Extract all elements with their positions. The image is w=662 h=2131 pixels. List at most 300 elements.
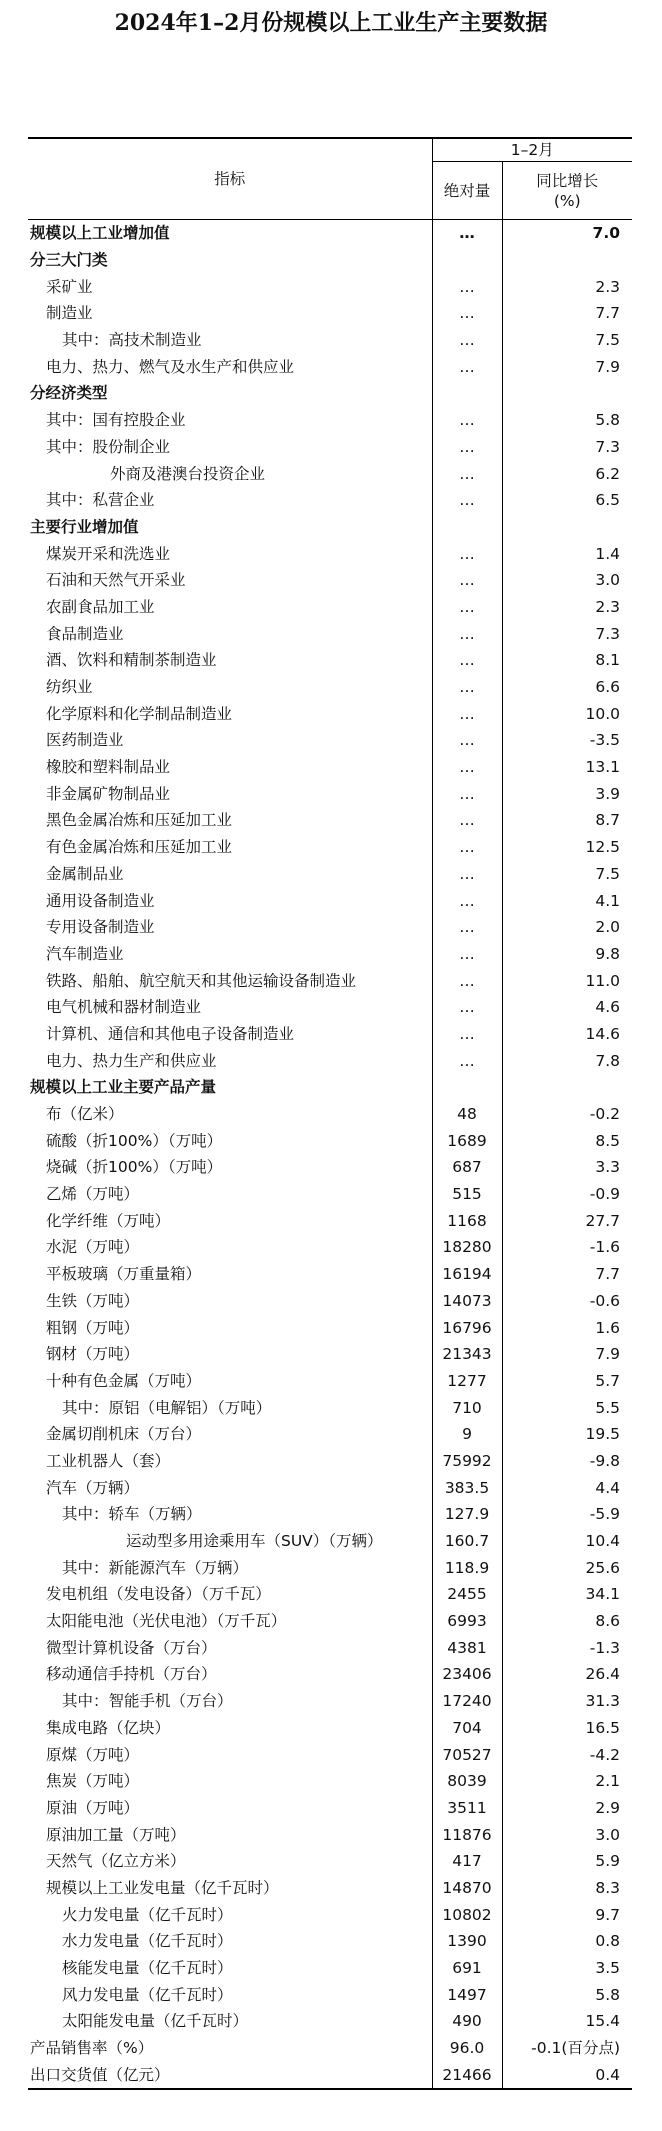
table-row (28, 1341, 632, 1368)
row-yoy-value: 7.9 (595, 1345, 621, 1364)
table-row (28, 834, 632, 861)
table-row (28, 594, 632, 621)
row-indicator-label: 其中：高技术制造业 (62, 331, 202, 350)
table-row (28, 220, 632, 247)
table-row (28, 487, 632, 514)
table-row (28, 1154, 632, 1181)
row-indicator-cell (28, 1955, 432, 1982)
row-indicator-cell (28, 460, 432, 487)
table-row (28, 1608, 632, 1635)
table-row (28, 1581, 632, 1608)
row-yoy-value: 7.8 (595, 1051, 621, 1070)
row-yoy-value (502, 514, 632, 541)
row-indicator-cell (28, 1021, 432, 1048)
row-yoy-value: 7.3 (595, 437, 621, 456)
row-yoy-value: 4.1 (595, 891, 621, 910)
row-indicator-cell (28, 1848, 432, 1875)
row-indicator-label: 非金属矿物制品业 (46, 784, 171, 803)
row-indicator-cell (28, 1421, 432, 1448)
row-indicator-label: 黑色金属冶炼和压延加工业 (46, 811, 233, 830)
row-absolute-value: 490 (432, 2008, 502, 2035)
row-absolute-value: … (432, 353, 502, 380)
row-absolute-value: 18280 (432, 1234, 502, 1261)
table-row (28, 567, 632, 594)
row-indicator-label: 计算机、通信和其他电子设备制造业 (46, 1024, 295, 1043)
row-indicator-cell (28, 674, 432, 701)
row-absolute-value: 1390 (432, 1928, 502, 1955)
row-yoy-value: 4.4 (595, 1478, 621, 1497)
table-row (28, 273, 632, 300)
row-indicator-label: 规模以上工业主要产品产量 (30, 1078, 217, 1097)
row-indicator-label: 制造业 (46, 304, 93, 323)
table-row (28, 861, 632, 888)
row-yoy-value: -1.6 (589, 1238, 621, 1257)
row-yoy-value: 7.5 (595, 864, 621, 883)
row-indicator-cell (28, 273, 432, 300)
row-indicator-cell (28, 1634, 432, 1661)
row-yoy-value: 2.9 (595, 1798, 621, 1817)
row-absolute-value: 417 (432, 1848, 502, 1875)
row-absolute-value: 23406 (432, 1661, 502, 1688)
table-row (28, 1955, 632, 1982)
row-indicator-cell (28, 514, 432, 541)
table-row (28, 1821, 632, 1848)
row-absolute-value: … (432, 1021, 502, 1048)
row-absolute-value: … (432, 674, 502, 701)
row-indicator-cell (28, 540, 432, 567)
row-yoy-value: 19.5 (585, 1425, 621, 1444)
row-indicator-cell (28, 754, 432, 781)
row-indicator-cell (28, 2061, 432, 2089)
row-absolute-value: … (432, 780, 502, 807)
row-indicator-label: 化学原料和化学制品制造业 (46, 704, 233, 723)
row-yoy-value: 3.5 (595, 1959, 621, 1978)
row-absolute-value: … (432, 594, 502, 621)
row-absolute-value: … (432, 1047, 502, 1074)
row-yoy-value: 10.4 (585, 1532, 621, 1551)
row-absolute-value: 1497 (432, 1981, 502, 2008)
row-indicator-label: 工业机器人（套） (46, 1451, 171, 1470)
table-row (28, 1554, 632, 1581)
row-yoy-value: 7.7 (595, 304, 621, 323)
row-indicator-cell (28, 1875, 432, 1902)
row-indicator-label: 钢材（万吨） (46, 1345, 140, 1364)
table-row (28, 700, 632, 727)
table-row (28, 967, 632, 994)
row-indicator-cell (28, 2008, 432, 2035)
row-absolute-value: … (432, 807, 502, 834)
row-indicator-label: 汽车（万辆） (46, 1478, 140, 1497)
row-indicator-label: 其中：轿车（万辆） (62, 1505, 202, 1524)
table-row (28, 914, 632, 941)
row-indicator-cell (28, 620, 432, 647)
row-yoy-value: 1.6 (595, 1318, 621, 1337)
row-indicator-cell (28, 1795, 432, 1822)
row-indicator-cell (28, 1047, 432, 1074)
row-indicator-label: 乙烯（万吨） (46, 1185, 140, 1204)
row-absolute-value: … (432, 754, 502, 781)
row-yoy-value: 11.0 (585, 971, 621, 990)
row-absolute-value: 9 (432, 1421, 502, 1448)
row-indicator-cell (28, 594, 432, 621)
row-indicator-label: 采矿业 (46, 277, 93, 296)
row-absolute-value: … (432, 834, 502, 861)
row-yoy-value: -0.2 (589, 1105, 621, 1124)
row-absolute-value: 21343 (432, 1341, 502, 1368)
row-absolute-value: 687 (432, 1154, 502, 1181)
header-yoy-label: 同比增长 (536, 171, 599, 190)
row-indicator-label: 电力、热力生产和供应业 (46, 1051, 217, 1070)
table-row (28, 353, 632, 380)
row-indicator-cell (28, 1261, 432, 1288)
row-indicator-cell (28, 1314, 432, 1341)
row-yoy-value: 3.3 (595, 1158, 621, 1177)
table-row (28, 1421, 632, 1448)
row-absolute-value: … (432, 727, 502, 754)
table-row (28, 514, 632, 541)
row-yoy-value: 25.6 (585, 1558, 621, 1577)
table-row (28, 1207, 632, 1234)
row-yoy-value: 12.5 (585, 838, 621, 857)
header-period: 1–2月 (432, 138, 632, 162)
row-yoy-value: 5.8 (595, 1985, 621, 2004)
row-indicator-label: 硫酸（折100%）（万吨） (46, 1131, 223, 1150)
row-absolute-value: … (432, 941, 502, 968)
row-absolute-value: 14073 (432, 1288, 502, 1315)
row-indicator-label: 酒、饮料和精制茶制造业 (46, 651, 217, 670)
row-indicator-cell (28, 887, 432, 914)
row-yoy-value: 3.0 (595, 1825, 621, 1844)
row-indicator-cell (28, 1715, 432, 1742)
table-row (28, 807, 632, 834)
row-absolute-value: 383.5 (432, 1474, 502, 1501)
row-absolute-value: … (432, 567, 502, 594)
row-yoy-value: 5.5 (595, 1398, 621, 1417)
row-indicator-label: 风力发电量（亿千瓦时） (62, 1985, 233, 2004)
row-indicator-cell (28, 1928, 432, 1955)
row-indicator-label: 原油（万吨） (46, 1798, 140, 1817)
row-indicator-label: 规模以上工业增加值 (30, 224, 170, 243)
row-indicator-label: 集成电路（亿块） (46, 1718, 171, 1737)
row-yoy-value: 8.3 (595, 1878, 621, 1897)
table-row (28, 647, 632, 674)
row-indicator-cell (28, 1981, 432, 2008)
table-row (28, 1768, 632, 1795)
row-yoy-value: 7.5 (595, 331, 621, 350)
row-indicator-label: 主要行业增加值 (30, 517, 139, 536)
row-indicator-label: 平板玻璃（万重量箱） (46, 1265, 202, 1284)
row-absolute-value: … (432, 620, 502, 647)
row-absolute-value: 3511 (432, 1795, 502, 1822)
row-indicator-cell (28, 1448, 432, 1475)
row-yoy-value: 34.1 (585, 1585, 621, 1604)
row-indicator-label: 其中：私营企业 (46, 491, 155, 510)
row-yoy-value: 26.4 (585, 1665, 621, 1684)
row-yoy-value: -0.9 (589, 1185, 621, 1204)
row-indicator-cell (28, 1394, 432, 1421)
row-indicator-label: 水力发电量（亿千瓦时） (62, 1932, 233, 1951)
table-row (28, 1848, 632, 1875)
row-indicator-cell (28, 727, 432, 754)
row-indicator-cell (28, 1207, 432, 1234)
row-indicator-cell (28, 1474, 432, 1501)
row-absolute-value: … (432, 220, 502, 247)
row-indicator-cell (28, 1127, 432, 1154)
row-yoy-value: 10.0 (585, 704, 621, 723)
row-absolute-value: … (432, 861, 502, 888)
table-row (28, 2061, 632, 2089)
row-indicator-label: 汽车制造业 (46, 944, 124, 963)
row-indicator-label: 电力、热力、燃气及水生产和供应业 (46, 357, 295, 376)
row-absolute-value: 704 (432, 1715, 502, 1742)
row-absolute-value: 127.9 (432, 1501, 502, 1528)
table-row (28, 1021, 632, 1048)
row-indicator-cell (28, 861, 432, 888)
row-indicator-label: 发电机组（发电设备）（万千瓦） (46, 1585, 271, 1604)
row-indicator-label: 煤炭开采和洗选业 (46, 544, 171, 563)
table-row (28, 1047, 632, 1074)
row-absolute-value (432, 1074, 502, 1101)
row-absolute-value: … (432, 273, 502, 300)
row-yoy-value: 2.3 (595, 597, 621, 616)
row-yoy-value: 4.6 (595, 998, 621, 1017)
row-yoy-value: 6.2 (595, 464, 621, 483)
row-indicator-cell (28, 647, 432, 674)
row-yoy-value: 9.7 (595, 1905, 621, 1924)
row-indicator-label: 通用设备制造业 (46, 891, 155, 910)
row-absolute-value: … (432, 407, 502, 434)
row-indicator-label: 铁路、船舶、航空航天和其他运输设备制造业 (46, 971, 357, 990)
row-indicator-cell (28, 700, 432, 727)
row-indicator-label: 出口交货值（亿元） (30, 2065, 170, 2084)
row-indicator-cell (28, 1368, 432, 1395)
row-yoy-value: 13.1 (585, 758, 621, 777)
table-row (28, 1261, 632, 1288)
row-indicator-cell (28, 780, 432, 807)
row-yoy-value: 6.6 (595, 678, 621, 697)
row-indicator-label: 金属切削机床（万台） (46, 1425, 202, 1444)
table-row (28, 1501, 632, 1528)
table-row (28, 1688, 632, 1715)
row-indicator-cell (28, 1768, 432, 1795)
row-indicator-cell (28, 380, 432, 407)
row-indicator-label: 食品制造业 (46, 624, 124, 643)
table-body (28, 220, 632, 2090)
row-indicator-cell (28, 1901, 432, 1928)
row-indicator-cell (28, 1741, 432, 1768)
row-indicator-cell (28, 1154, 432, 1181)
row-yoy-value: 1.4 (595, 544, 621, 563)
row-indicator-cell (28, 1581, 432, 1608)
row-indicator-label: 分三大门类 (30, 251, 108, 270)
row-absolute-value: 48 (432, 1101, 502, 1128)
row-yoy-value: 3.0 (595, 571, 621, 590)
row-yoy-value: 7.9 (595, 357, 621, 376)
row-absolute-value (432, 247, 502, 274)
row-yoy-value: 5.8 (595, 411, 621, 430)
row-indicator-label: 有色金属冶炼和压延加工业 (46, 838, 233, 857)
row-indicator-label: 规模以上工业发电量（亿千瓦时） (46, 1878, 279, 1897)
row-absolute-value: 75992 (432, 1448, 502, 1475)
row-absolute-value: 2455 (432, 1581, 502, 1608)
row-indicator-label: 农副食品加工业 (46, 597, 155, 616)
row-indicator-cell (28, 2035, 432, 2062)
row-indicator-cell (28, 967, 432, 994)
row-yoy-value: -9.8 (589, 1451, 621, 1470)
row-indicator-cell (28, 994, 432, 1021)
row-absolute-value: 17240 (432, 1688, 502, 1715)
row-indicator-label: 橡胶和塑料制品业 (46, 758, 171, 777)
row-yoy-value (502, 247, 632, 274)
row-indicator-label: 粗钢（万吨） (46, 1318, 140, 1337)
row-indicator-cell (28, 434, 432, 461)
row-absolute-value: 21466 (432, 2061, 502, 2089)
row-indicator-label: 产品销售率（%） (30, 2039, 154, 2058)
row-absolute-value: … (432, 994, 502, 1021)
row-indicator-label: 电气机械和器材制造业 (46, 998, 202, 1017)
row-indicator-label: 石油和天然气开采业 (46, 571, 186, 590)
row-yoy-value: 6.5 (595, 491, 621, 510)
row-yoy-value: 5.7 (595, 1371, 621, 1390)
row-indicator-cell (28, 247, 432, 274)
row-indicator-label: 火力发电量（亿千瓦时） (62, 1905, 233, 1924)
row-indicator-label: 金属制品业 (46, 864, 124, 883)
table-row (28, 1875, 632, 1902)
row-absolute-value (432, 514, 502, 541)
row-indicator-cell (28, 1288, 432, 1315)
row-indicator-label: 其中：新能源汽车（万辆） (62, 1558, 249, 1577)
data-table (28, 137, 632, 2090)
row-indicator-cell (28, 1688, 432, 1715)
row-indicator-label: 其中：国有控股企业 (46, 411, 186, 430)
table-row (28, 1901, 632, 1928)
row-absolute-value: 6993 (432, 1608, 502, 1635)
row-indicator-label: 微型计算机设备（万台） (46, 1638, 217, 1657)
row-absolute-value: 16796 (432, 1314, 502, 1341)
header-yoy-unit: (%) (553, 191, 581, 210)
table-row (28, 1127, 632, 1154)
table-row (28, 1368, 632, 1395)
table-row (28, 1528, 632, 1555)
row-indicator-label: 太阳能发电量（亿千瓦时） (62, 2012, 249, 2031)
row-yoy-value: 8.5 (595, 1131, 621, 1150)
row-indicator-label: 专用设备制造业 (46, 918, 155, 937)
row-absolute-value: 10802 (432, 1901, 502, 1928)
row-yoy-value: 14.6 (585, 1024, 621, 1043)
row-indicator-label: 十种有色金属（万吨） (46, 1371, 202, 1390)
row-absolute-value: 710 (432, 1394, 502, 1421)
table-row (28, 1288, 632, 1315)
row-absolute-value: … (432, 460, 502, 487)
row-indicator-cell (28, 300, 432, 327)
row-yoy-value: -3.5 (589, 731, 621, 750)
row-absolute-value: 515 (432, 1181, 502, 1208)
row-indicator-cell (28, 834, 432, 861)
row-indicator-label: 水泥（万吨） (46, 1238, 140, 1257)
row-absolute-value: … (432, 700, 502, 727)
row-indicator-cell (28, 567, 432, 594)
table-row (28, 941, 632, 968)
row-indicator-label: 天然气（亿立方米） (46, 1852, 186, 1871)
row-yoy-value (502, 1074, 632, 1101)
row-absolute-value: 691 (432, 1955, 502, 1982)
row-indicator-cell (28, 1608, 432, 1635)
table-row (28, 674, 632, 701)
table-row (28, 1101, 632, 1128)
row-yoy-value: 31.3 (585, 1692, 621, 1711)
row-indicator-label: 分经济类型 (30, 384, 108, 403)
row-indicator-cell (28, 807, 432, 834)
row-indicator-cell (28, 1661, 432, 1688)
row-indicator-cell (28, 1341, 432, 1368)
row-absolute-value: … (432, 647, 502, 674)
row-indicator-cell (28, 327, 432, 354)
row-yoy-value: -5.9 (589, 1505, 621, 1524)
row-indicator-cell (28, 220, 432, 247)
table-row (28, 887, 632, 914)
table-row (28, 994, 632, 1021)
row-indicator-cell (28, 1528, 432, 1555)
row-absolute-value: 1689 (432, 1127, 502, 1154)
row-yoy-value: -0.6 (589, 1291, 621, 1310)
row-yoy-value: 8.6 (595, 1612, 621, 1631)
row-indicator-label: 核能发电量（亿千瓦时） (62, 1959, 233, 1978)
table-row (28, 1448, 632, 1475)
row-yoy-value: 2.3 (595, 277, 621, 296)
row-indicator-cell (28, 1554, 432, 1581)
table-row (28, 1314, 632, 1341)
table-row (28, 380, 632, 407)
row-absolute-value: 70527 (432, 1741, 502, 1768)
table-row (28, 620, 632, 647)
row-yoy-value: 15.4 (585, 2012, 621, 2031)
row-indicator-label: 布（亿米） (46, 1105, 124, 1124)
row-absolute-value: 118.9 (432, 1554, 502, 1581)
table-row (28, 1474, 632, 1501)
row-indicator-cell (28, 353, 432, 380)
row-indicator-cell (28, 914, 432, 941)
row-absolute-value: 160.7 (432, 1528, 502, 1555)
row-yoy-value: 8.1 (595, 651, 621, 670)
table-row (28, 1715, 632, 1742)
table-row (28, 1634, 632, 1661)
header-indicator: 指标 (28, 138, 432, 220)
table-row (28, 754, 632, 781)
row-indicator-label: 原油加工量（万吨） (46, 1825, 186, 1844)
row-absolute-value: … (432, 434, 502, 461)
table-row (28, 2035, 632, 2062)
row-absolute-value: 4381 (432, 1634, 502, 1661)
table-row (28, 434, 632, 461)
row-indicator-label: 移动通信手持机（万台） (46, 1665, 217, 1684)
row-absolute-value: 96.0 (432, 2035, 502, 2062)
row-yoy-value: 7.3 (595, 624, 621, 643)
row-yoy-value: 2.0 (595, 918, 621, 937)
row-indicator-label: 原煤（万吨） (46, 1745, 140, 1764)
row-yoy-value: 7.7 (595, 1265, 621, 1284)
row-absolute-value: … (432, 887, 502, 914)
row-indicator-label: 烧碱（折100%）（万吨） (46, 1158, 223, 1177)
row-yoy-value: -0.1(百分点) (531, 2039, 621, 2058)
row-yoy-value: -1.3 (589, 1638, 621, 1657)
row-yoy-value: 16.5 (585, 1718, 621, 1737)
row-indicator-label: 其中：原铝（电解铝）（万吨） (62, 1398, 272, 1417)
row-absolute-value: 1168 (432, 1207, 502, 1234)
row-absolute-value: 1277 (432, 1368, 502, 1395)
table-row (28, 300, 632, 327)
table-row (28, 1981, 632, 2008)
row-absolute-value: 14870 (432, 1875, 502, 1902)
